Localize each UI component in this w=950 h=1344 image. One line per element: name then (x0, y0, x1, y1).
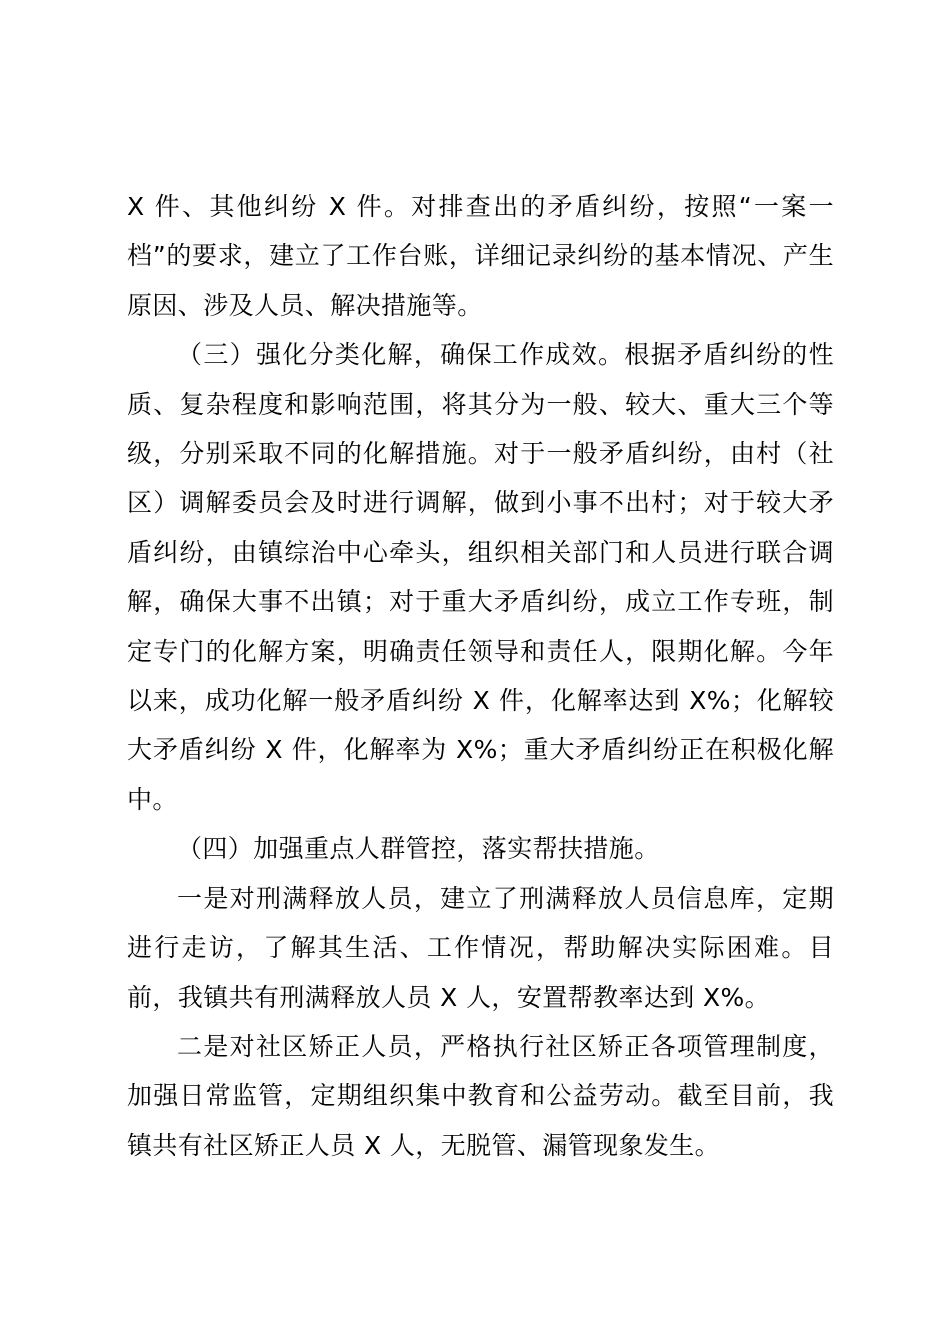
paragraph-continuation: X 件、其他纠纷 X 件。对排查出的矛盾纠纷，按照“一案一档”的要求，建立了工作台账，详细记录纠纷的基本情况、产生原因、涉及人员、解决措施等。 (127, 192, 834, 320)
paragraph-community-correction: 二是对社区矫正人员，严格执行社区矫正各项管理制度，加强日常监管，定期组织集中教育和公益劳动。截至目前，我镇共有社区矫正人员 X 人，无脱管、漏管现象发生。 (127, 1031, 834, 1160)
paragraph-released-prisoners: 一是对刑满释放人员，建立了刑满释放人员信息库，定期进行走访，了解其生活、工作情况，帮助解决实际困难。目前，我镇共有刑满释放人员 X 人，安置帮教率达到 X%。 (127, 883, 834, 1012)
paragraph-classified-resolution: （三）强化分类化解，确保工作成效。根据矛盾纠纷的性质、复杂程度和影响范围，将其分为一般、较大、重大三个等级，分别采取不同的化解措施。对于一般矛盾纠纷，由村（社区）调解委员会及时进行调解，做到小事不出村；对于较大矛盾纠纷，由镇综治中心牵头，组织相关部门和人员进行联合调解，确保大事不出镇；对于重大矛盾纠纷，成立工作专班，制定专门的化解方案，明确责任领导和责任人，限期化解。今年以来，成功化解一般矛盾纠纷 X 件，化解率达到 X%；化解较大矛盾纠纷 X 件，化解率为 X%；重大矛盾纠纷正在积极化解中。 (127, 340, 834, 814)
paragraph-key-groups-heading: （四）加强重点人群管控，落实帮扶措施。 (177, 834, 660, 864)
body-text (127, 182, 834, 1170)
